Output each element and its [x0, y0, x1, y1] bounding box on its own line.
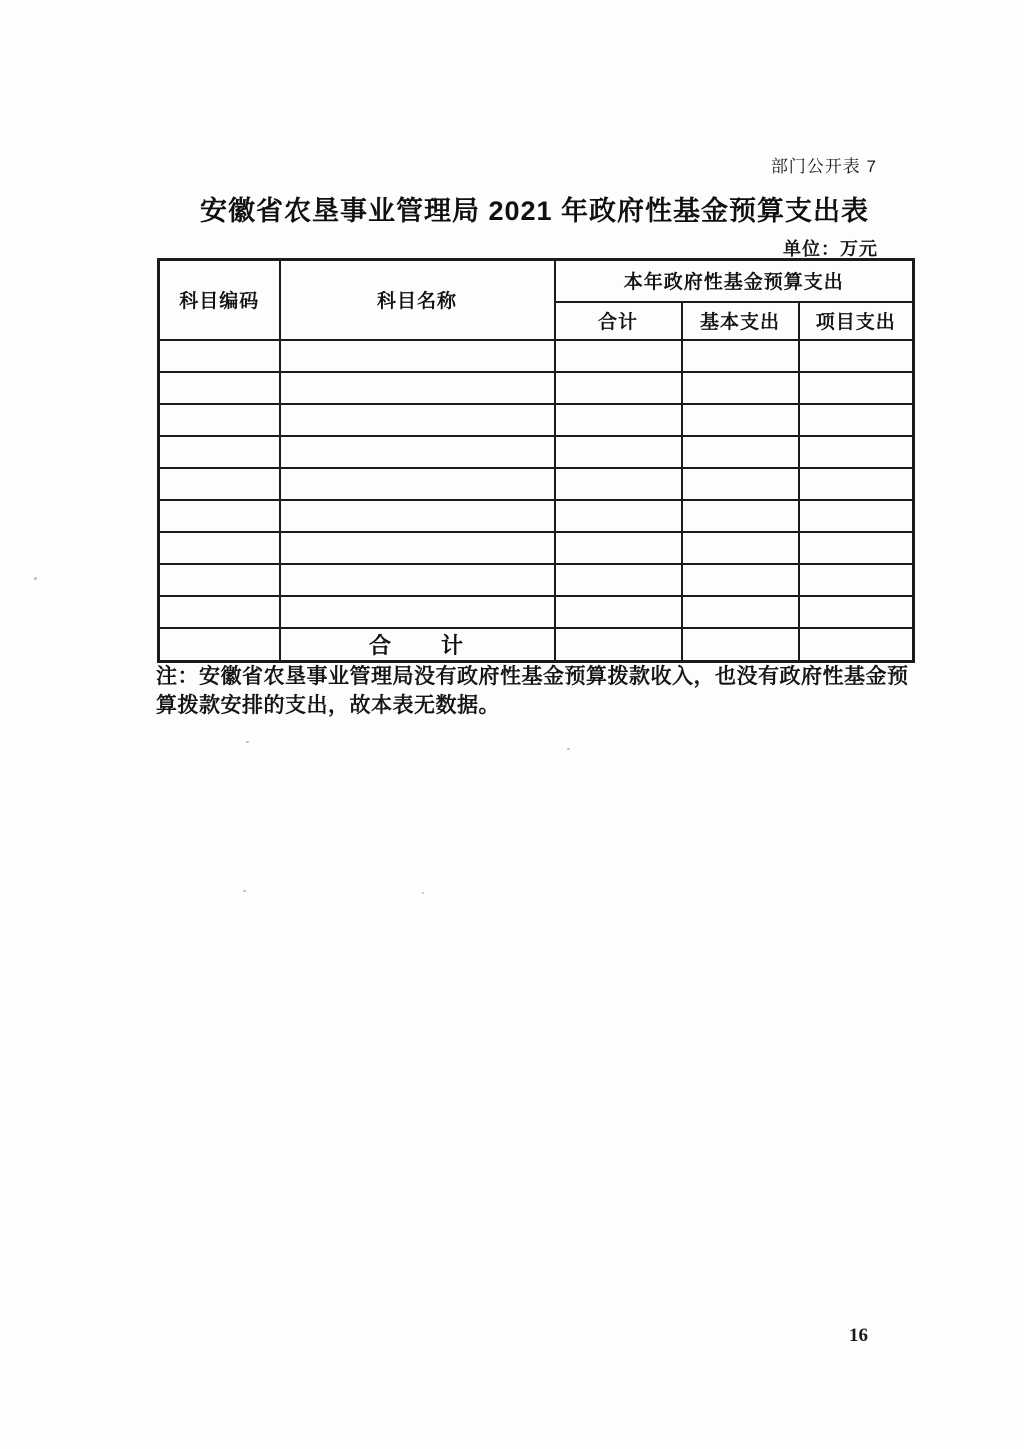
- footnote-line-2: 算拨款安排的支出，故本表无数据。: [156, 694, 500, 717]
- empty-cell: [799, 532, 914, 564]
- total-row-project-cell: [799, 628, 914, 662]
- empty-cell: [159, 468, 280, 500]
- scan-speck: [567, 748, 570, 750]
- empty-cell: [799, 372, 914, 404]
- empty-cell: [555, 468, 682, 500]
- empty-cell: [280, 564, 555, 596]
- empty-cell: [682, 596, 799, 628]
- empty-cell: [159, 372, 280, 404]
- empty-cell: [280, 340, 555, 372]
- empty-cell: [799, 468, 914, 500]
- empty-cell: [799, 596, 914, 628]
- subject-code-header: 科目编码: [159, 260, 280, 340]
- total-row-label: 合 计: [280, 628, 555, 662]
- scan-speck: [246, 741, 249, 743]
- empty-cell: [799, 340, 914, 372]
- empty-cell: [799, 436, 914, 468]
- empty-cell: [799, 404, 914, 436]
- empty-cell: [555, 532, 682, 564]
- unit-label: 单位：万元: [783, 239, 878, 259]
- project-expenditure-header: 项目支出: [799, 302, 914, 340]
- empty-cell: [555, 596, 682, 628]
- empty-cell: [682, 436, 799, 468]
- empty-cell: [159, 596, 280, 628]
- table-header: [159, 260, 914, 340]
- empty-cell: [555, 500, 682, 532]
- empty-cell: [159, 500, 280, 532]
- corner-table-label: 部门公开表 7: [770, 157, 877, 176]
- empty-cell: [280, 500, 555, 532]
- empty-data-row: [159, 532, 914, 564]
- total-row-code-cell: [159, 628, 280, 662]
- empty-cell: [799, 500, 914, 532]
- table-footer: [159, 628, 914, 662]
- empty-cell: [799, 564, 914, 596]
- empty-cell: [280, 436, 555, 468]
- scan-speck: [243, 890, 246, 892]
- empty-cell: [280, 596, 555, 628]
- empty-cell: [280, 468, 555, 500]
- total-row-basic-cell: [682, 628, 799, 662]
- empty-cell: [555, 564, 682, 596]
- empty-cell: [682, 500, 799, 532]
- empty-cell: [682, 372, 799, 404]
- empty-cell: [682, 532, 799, 564]
- empty-cell: [280, 404, 555, 436]
- table-body: [159, 340, 914, 628]
- empty-cell: [555, 372, 682, 404]
- page-title: 安徽省农垦事业管理局 2021 年政府性基金预算支出表: [199, 196, 870, 226]
- scan-speck: [34, 577, 37, 580]
- empty-cell: [682, 404, 799, 436]
- footnote-line-1: 注：安徽省农垦事业管理局没有政府性基金预算拨款收入，也没有政府性基金预: [156, 665, 909, 688]
- page-number: 16: [849, 1325, 868, 1346]
- fund-expenditure-group-header: 本年政府性基金预算支出: [555, 260, 914, 302]
- empty-cell: [159, 404, 280, 436]
- empty-data-row: [159, 596, 914, 628]
- empty-data-row: [159, 340, 914, 372]
- empty-cell: [682, 564, 799, 596]
- empty-cell: [682, 340, 799, 372]
- empty-cell: [280, 372, 555, 404]
- empty-cell: [159, 340, 280, 372]
- empty-data-row: [159, 500, 914, 532]
- total-row: [159, 628, 914, 662]
- empty-cell: [555, 404, 682, 436]
- scan-speck: [422, 892, 424, 894]
- empty-cell: [682, 468, 799, 500]
- empty-cell: [555, 436, 682, 468]
- basic-expenditure-header: 基本支出: [682, 302, 799, 340]
- empty-cell: [280, 532, 555, 564]
- total-row-total-cell: [555, 628, 682, 662]
- budget-table: [157, 258, 915, 663]
- empty-cell: [159, 564, 280, 596]
- footnote: [156, 662, 909, 720]
- empty-cell: [555, 340, 682, 372]
- empty-data-row: [159, 372, 914, 404]
- empty-cell: [159, 436, 280, 468]
- empty-data-row: [159, 436, 914, 468]
- empty-data-row: [159, 468, 914, 500]
- total-column-header: 合计: [555, 302, 682, 340]
- empty-data-row: [159, 404, 914, 436]
- subject-name-header: 科目名称: [280, 260, 555, 340]
- empty-data-row: [159, 564, 914, 596]
- empty-cell: [159, 532, 280, 564]
- header-row-1: [159, 260, 914, 302]
